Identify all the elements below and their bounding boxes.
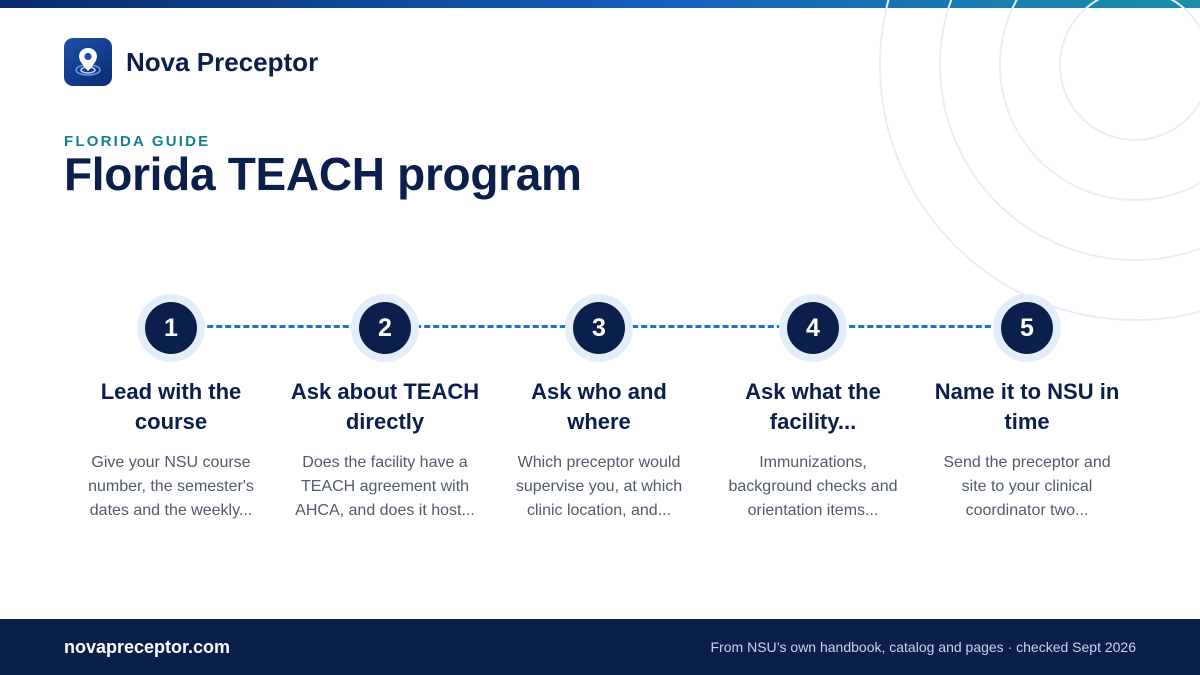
step-3 (492, 294, 706, 523)
top-accent-bar (0, 0, 1200, 8)
step-title: Ask who and where (531, 379, 667, 434)
step-number: 1 (145, 302, 197, 354)
brand[interactable] (64, 38, 318, 86)
location-pin-icon (64, 38, 112, 86)
step-number: 3 (573, 302, 625, 354)
step-2 (278, 294, 492, 523)
step-number: 5 (1001, 302, 1053, 354)
step-title: Ask what the facility... (745, 379, 881, 434)
step-5 (920, 294, 1134, 523)
step-number-halo (351, 294, 419, 362)
step-4 (706, 294, 920, 523)
step-number-halo (565, 294, 633, 362)
step-number-halo (993, 294, 1061, 362)
step-description: Give your NSU course number, the semester's dates and the weekly... (88, 454, 254, 519)
footer-source-note: From NSU’s own handbook, catalog and pages · checked Sept 2026 (710, 639, 1136, 655)
step-1 (64, 294, 278, 523)
step-number: 2 (359, 302, 411, 354)
step-description: Send the preceptor and site to your clinical coordinator two... (943, 454, 1111, 519)
step-description: Which preceptor would supervise you, at which clinic location, and... (515, 454, 683, 519)
step-title: Name it to NSU in time (934, 379, 1120, 434)
eyebrow-label: FLORIDA GUIDE (64, 133, 211, 150)
step-description: Immunizations, background checks and orientation items... (728, 454, 898, 519)
step-number: 4 (787, 302, 839, 354)
step-title: Lead with the course (100, 379, 242, 434)
step-number-halo (137, 294, 205, 362)
page-title: Florida TEACH program (64, 148, 582, 200)
step-description: Does the facility have a TEACH agreement with AHCA, and does it host... (295, 454, 475, 519)
step-number-halo (779, 294, 847, 362)
footer-site-link[interactable]: novapreceptor.com (64, 636, 231, 657)
brand-name: Nova Preceptor (126, 46, 319, 77)
step-title: Ask about TEACH directly (290, 379, 480, 434)
footer (0, 619, 1200, 675)
